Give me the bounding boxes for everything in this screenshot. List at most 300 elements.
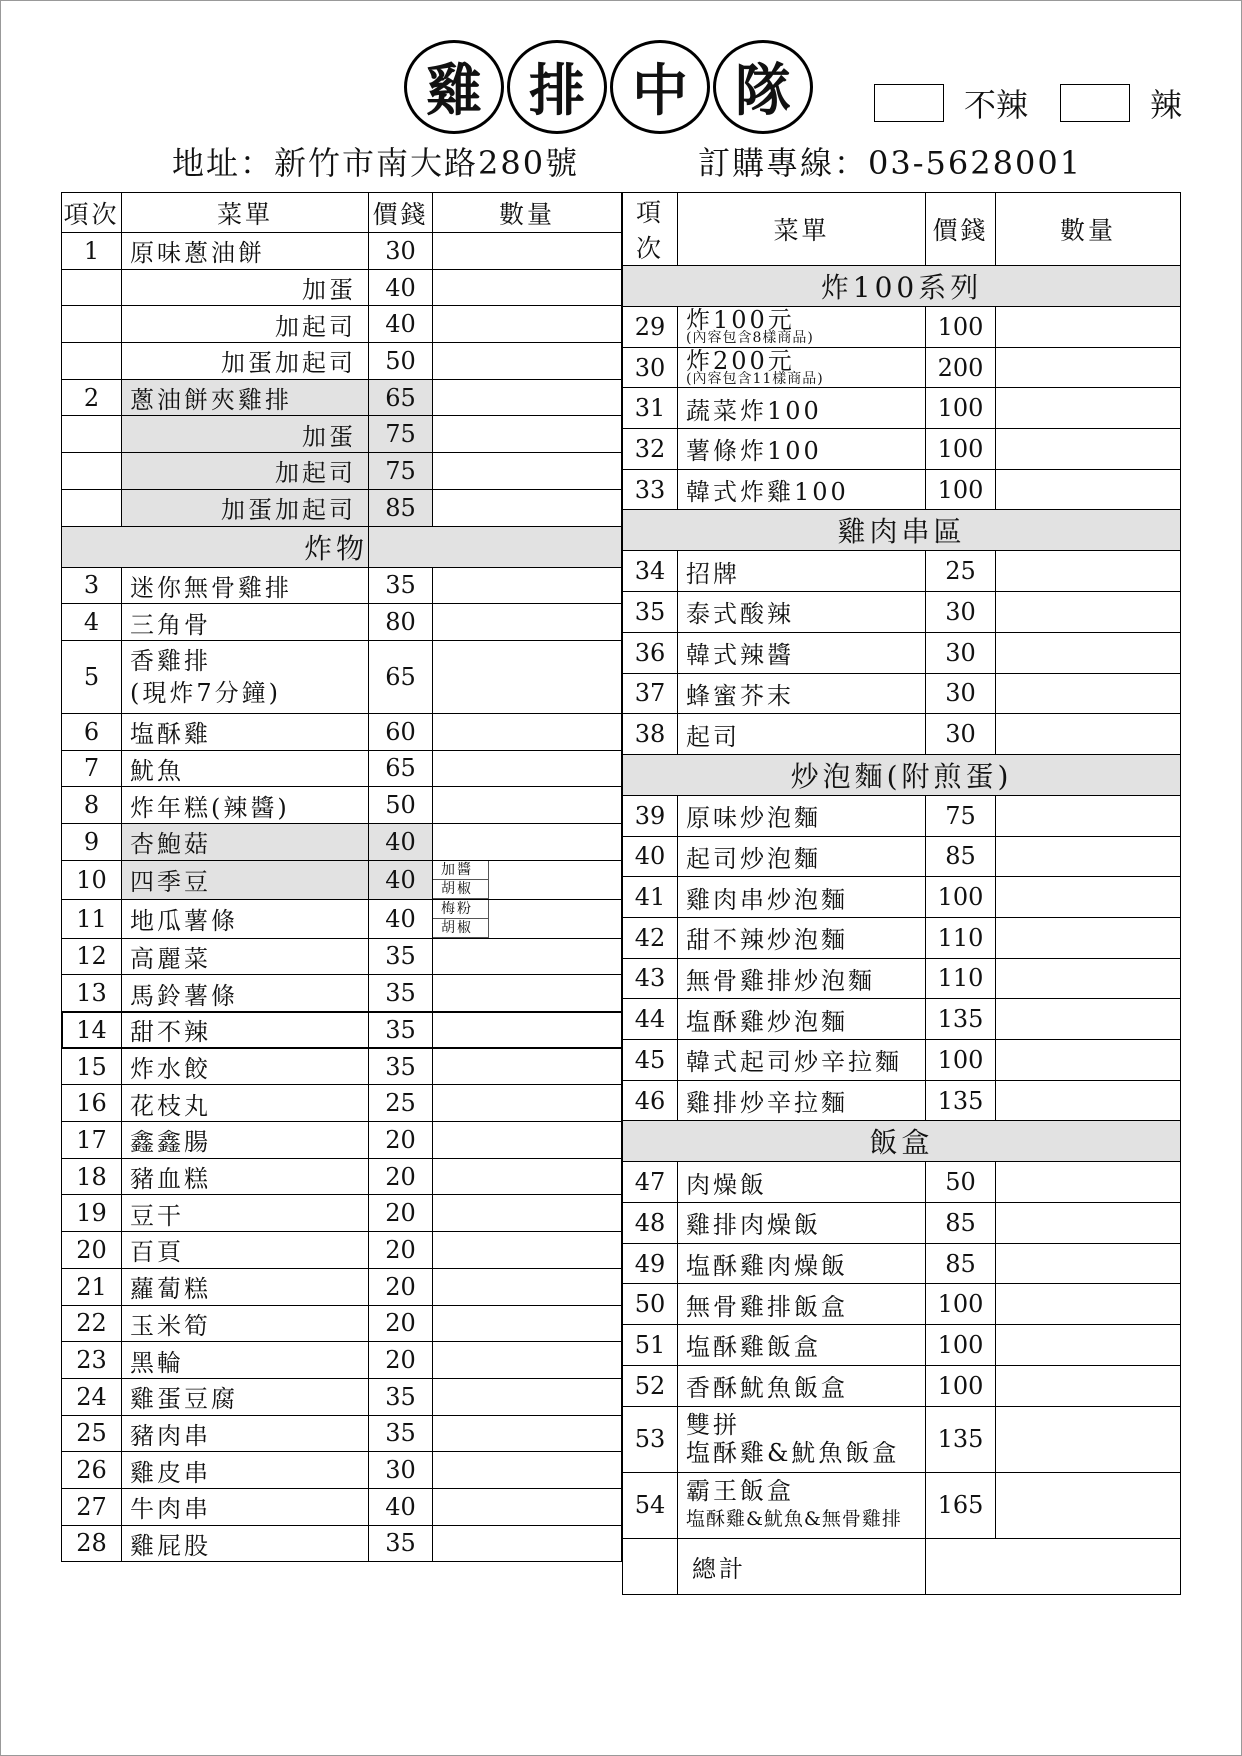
seasoning-option[interactable]: 胡椒 [433,919,489,938]
item-price: 20 [369,1158,433,1195]
item-price: 40 [369,1488,433,1525]
total-value[interactable] [926,1538,1181,1594]
quantity-cell[interactable] [996,1040,1181,1081]
table-row [623,1365,1181,1406]
quantity-cell[interactable] [433,1415,622,1452]
item-number: 44 [623,999,678,1040]
table-row [623,347,1181,388]
table-row [623,429,1181,470]
spice-mild-checkbox[interactable] [874,84,944,122]
table-row [623,1406,1181,1472]
item-price: 20 [369,1305,433,1342]
item-number: 42 [623,917,678,958]
item-price: 30 [926,673,996,714]
item-number: 38 [623,714,678,755]
item-name [122,640,369,713]
table-row [623,388,1181,429]
item-name: 地瓜薯條 [122,899,369,938]
item-price: 20 [369,1342,433,1379]
quantity-cell[interactable] [996,917,1181,958]
item-price: 40 [369,269,433,306]
quantity-cell[interactable] [433,975,622,1012]
quantity-cell[interactable] [996,877,1181,918]
table-row [62,938,622,975]
quantity-cell[interactable] [433,1048,622,1085]
quantity-cell[interactable] [996,999,1181,1040]
table-row [623,632,1181,673]
quantity-cell[interactable] [433,1525,622,1562]
table-row [62,233,622,270]
item-number: 20 [62,1232,122,1269]
item-price: 85 [369,489,433,526]
title-char: 中 [610,40,710,134]
item-price: 40 [369,306,433,343]
table-row [623,551,1181,592]
table-row [623,1284,1181,1325]
quantity-cell[interactable] [433,1452,622,1489]
quantity-cell[interactable] [433,1488,622,1525]
item-number: 6 [62,713,122,750]
header-price: 價錢 [926,193,996,266]
item-price: 20 [369,1232,433,1269]
item-number: 4 [62,604,122,641]
item-name: 百頁 [122,1232,369,1269]
table-row [623,592,1181,633]
item-name: 雞排炒辛拉麵 [678,1080,926,1121]
item-name: 塩酥雞炒泡麵 [678,999,926,1040]
item-number: 13 [62,975,122,1012]
table-row [62,1122,622,1159]
item-price: 200 [926,347,996,388]
item-name: 無骨雞排飯盒 [678,1284,926,1325]
table-row [62,1268,622,1305]
table-row [62,860,622,899]
item-name: 加起司 [122,453,369,490]
item-number: 2 [62,379,122,416]
item-number: 22 [62,1305,122,1342]
item-name: 加蛋加起司 [122,489,369,526]
quantity-cell[interactable] [996,429,1181,470]
section-title: 飯盒 [623,1121,1181,1162]
item-name: 三角骨 [122,604,369,641]
item-price: 30 [369,233,433,270]
table-row [62,604,622,641]
spice-hot-label: 辣 [1150,86,1183,124]
header-menu: 菜單 [122,193,369,233]
item-price: 100 [926,469,996,510]
item-name-line: 雙拼 [686,1411,740,1439]
item-price: 50 [369,343,433,380]
address: 地址：新竹市南大路280號 [172,144,580,182]
quantity-cell[interactable] [433,860,622,899]
quantity-cell[interactable] [996,1284,1181,1325]
item-price: 40 [369,899,433,938]
item-number: 25 [62,1415,122,1452]
table-row [623,1162,1181,1203]
quantity-cell[interactable] [433,899,622,938]
quantity-cell[interactable] [996,836,1181,877]
item-name: 高麗菜 [122,938,369,975]
item-price: 25 [926,551,996,592]
item-name: 薯條炸100 [678,429,926,470]
table-row [623,1243,1181,1284]
quantity-cell[interactable] [433,750,622,787]
quantity-cell[interactable] [433,379,622,416]
item-price: 35 [369,1012,433,1049]
item-name: 豬血糕 [122,1158,369,1195]
table-row [62,1158,622,1195]
item-price: 110 [926,958,996,999]
seasoning-option[interactable]: 加醬 [433,861,489,880]
item-price: 35 [369,1048,433,1085]
item-price: 100 [926,307,996,348]
item-number: 24 [62,1378,122,1415]
table-row [62,1452,622,1489]
table-row [62,453,622,490]
item-price: 30 [369,1452,433,1489]
quantity-cell[interactable] [996,469,1181,510]
quantity-cell[interactable] [996,347,1181,388]
quantity-cell[interactable] [996,1203,1181,1244]
item-name: 泰式酸辣 [678,592,926,633]
header-menu: 菜單 [678,193,926,266]
item-number: 39 [623,795,678,836]
item-contents-note: (內容包含11樣商品) [686,370,824,387]
table-row [62,416,622,453]
item-price: 50 [926,1162,996,1203]
item-price: 165 [926,1472,996,1538]
item-name: 牛肉串 [122,1488,369,1525]
item-price: 30 [926,632,996,673]
item-name: 雞皮串 [122,1452,369,1489]
table-row [623,836,1181,877]
quantity-cell[interactable] [433,787,622,824]
quantity-cell[interactable] [433,823,622,860]
quantity-cell[interactable] [433,713,622,750]
table-row [62,787,622,824]
item-number: 29 [623,307,678,348]
item-number: 37 [623,673,678,714]
item-price: 65 [369,379,433,416]
item-name: 豆干 [122,1195,369,1232]
left-menu-table [61,192,622,1562]
item-number: 46 [623,1080,678,1121]
table-row [62,269,622,306]
quantity-cell[interactable] [996,307,1181,348]
quantity-cell[interactable] [433,1158,622,1195]
item-number: 40 [623,836,678,877]
item-name: 起司 [678,714,926,755]
table-row [62,567,622,604]
item-number [62,453,122,490]
table-row [623,999,1181,1040]
item-name: 黑輪 [122,1342,369,1379]
quantity-cell[interactable] [433,1122,622,1159]
item-number [62,269,122,306]
header-no: 項次 [623,193,678,266]
quantity-cell[interactable] [433,233,622,270]
quantity-cell[interactable] [433,1305,622,1342]
item-price: 110 [926,917,996,958]
total-label: 總計 [678,1538,926,1594]
quantity-cell[interactable] [433,453,622,490]
table-row [62,1232,622,1269]
table-row [62,1012,622,1049]
item-name: 雞蛋豆腐 [122,1378,369,1415]
table-row [623,958,1181,999]
title-char: 雞 [404,40,504,134]
table-row [62,975,622,1012]
item-name: 起司炒泡麵 [678,836,926,877]
quantity-cell[interactable] [996,1472,1181,1538]
item-name: 蔥油餅夾雞排 [122,379,369,416]
item-price: 40 [369,823,433,860]
quantity-cell[interactable] [996,1162,1181,1203]
item-price: 35 [369,975,433,1012]
item-number: 3 [62,567,122,604]
table-row [62,1305,622,1342]
spice-hot-checkbox[interactable] [1060,84,1130,122]
quantity-cell[interactable] [433,938,622,975]
item-price: 20 [369,1195,433,1232]
quantity-cell[interactable] [996,551,1181,592]
quantity-cell[interactable] [433,343,622,380]
item-name: 加起司 [122,306,369,343]
quantity-cell[interactable] [433,306,622,343]
table-row [623,1325,1181,1366]
quantity-cell[interactable] [996,1243,1181,1284]
item-name: 蔬菜炸100 [678,388,926,429]
table-row [62,713,622,750]
item-name-line2: 塩酥雞&魷魚飯盒 [686,1439,900,1467]
section-fill [369,526,622,567]
item-price: 35 [369,1525,433,1562]
item-name: 香酥魷魚飯盒 [678,1365,926,1406]
item-name-line2: 塩酥雞&魷魚&無骨雞排 [686,1508,902,1530]
section-row [62,526,622,567]
table-row [62,1085,622,1122]
item-name-line: 炸200元 [686,347,795,375]
table-row [623,307,1181,348]
item-number: 30 [623,347,678,388]
quantity-cell[interactable] [433,1268,622,1305]
quantity-cell[interactable] [996,795,1181,836]
item-number: 32 [623,429,678,470]
item-number: 47 [623,1162,678,1203]
seasoning-options [433,861,489,899]
item-name-line: 香雞排 [130,646,211,675]
item-number: 5 [62,640,122,713]
item-name-line: 炸100元 [686,306,795,334]
table-row [623,795,1181,836]
table-row [62,379,622,416]
item-name: 韓式起司炒辛拉麵 [678,1040,926,1081]
item-number: 11 [62,899,122,938]
quantity-cell[interactable] [433,1378,622,1415]
item-name: 甜不辣炒泡麵 [678,917,926,958]
item-number: 26 [62,1452,122,1489]
item-price: 135 [926,999,996,1040]
quantity-cell[interactable] [433,567,622,604]
section-title: 雞肉串區 [623,510,1181,551]
item-number: 14 [62,1012,122,1049]
item-number: 51 [623,1325,678,1366]
item-number: 35 [623,592,678,633]
right-menu-table [622,192,1181,1595]
item-name [678,1406,926,1472]
item-price: 50 [369,787,433,824]
item-price: 100 [926,877,996,918]
item-number [62,343,122,380]
item-number: 12 [62,938,122,975]
item-price: 40 [369,860,433,899]
quantity-cell[interactable] [433,640,622,713]
item-number: 19 [62,1195,122,1232]
phone: 訂購專線：03-5628001 [698,144,1083,182]
item-price: 35 [369,938,433,975]
table-row [62,750,622,787]
quantity-cell[interactable] [996,673,1181,714]
item-name: 雞排肉燥飯 [678,1203,926,1244]
section-row [623,510,1181,551]
quantity-cell[interactable] [433,489,622,526]
item-name: 玉米筍 [122,1305,369,1342]
item-number: 18 [62,1158,122,1195]
table-row [62,640,622,713]
table-row [62,343,622,380]
item-price: 35 [369,1415,433,1452]
item-price: 100 [926,429,996,470]
item-price: 100 [926,1040,996,1081]
item-price: 20 [369,1268,433,1305]
seasoning-option[interactable]: 胡椒 [433,880,489,899]
item-name: 炸水餃 [122,1048,369,1085]
item-price: 85 [926,836,996,877]
section-row [623,266,1181,307]
quantity-cell[interactable] [996,632,1181,673]
item-price: 25 [369,1085,433,1122]
item-name-line: 霸王飯盒 [686,1477,794,1505]
header-price: 價錢 [369,193,433,233]
quantity-cell[interactable] [996,592,1181,633]
table-row [623,714,1181,755]
quantity-cell[interactable] [433,1232,622,1269]
shop-title [404,40,813,134]
quantity-cell[interactable] [996,388,1181,429]
item-number: 48 [623,1203,678,1244]
quantity-cell[interactable] [996,1406,1181,1472]
section-title: 炒泡麵(附煎蛋) [623,754,1181,795]
seasoning-options [433,900,489,938]
item-price: 30 [926,714,996,755]
quantity-cell[interactable] [996,958,1181,999]
item-name: 加蛋加起司 [122,343,369,380]
quantity-cell[interactable] [433,1085,622,1122]
table-row [623,1203,1181,1244]
item-price: 20 [369,1122,433,1159]
item-name: 韓式辣醬 [678,632,926,673]
item-number: 45 [623,1040,678,1081]
item-number: 9 [62,823,122,860]
item-name: 杏鮑菇 [122,823,369,860]
item-number: 1 [62,233,122,270]
item-name: 迷你無骨雞排 [122,567,369,604]
quantity-cell[interactable] [996,1080,1181,1121]
item-number: 23 [62,1342,122,1379]
quantity-cell[interactable] [433,416,622,453]
total-blank [623,1538,678,1594]
quantity-cell[interactable] [433,1012,622,1049]
table-row [62,899,622,938]
item-name: 炸年糕(辣醬) [122,787,369,824]
table-row [62,1525,622,1562]
item-price: 65 [369,750,433,787]
quantity-cell[interactable] [433,604,622,641]
table-row [62,489,622,526]
item-price: 100 [926,1284,996,1325]
header-qty: 數量 [996,193,1181,266]
item-name [678,1472,926,1538]
quantity-cell[interactable] [996,714,1181,755]
seasoning-option[interactable]: 梅粉 [433,900,489,919]
item-price: 35 [369,1378,433,1415]
item-price: 100 [926,388,996,429]
item-price: 75 [369,453,433,490]
quantity-cell[interactable] [996,1365,1181,1406]
table-row [623,1080,1181,1121]
title-char: 隊 [713,40,813,134]
item-number: 17 [62,1122,122,1159]
item-number: 27 [62,1488,122,1525]
item-number: 41 [623,877,678,918]
item-name: 韓式炸雞100 [678,469,926,510]
item-number: 53 [623,1406,678,1472]
quantity-cell[interactable] [433,1342,622,1379]
item-price: 75 [369,416,433,453]
table-row [62,823,622,860]
table-row [62,1048,622,1085]
quantity-cell[interactable] [996,1325,1181,1366]
item-name: 肉燥飯 [678,1162,926,1203]
item-name: 魷魚 [122,750,369,787]
table-row [623,877,1181,918]
item-price: 60 [369,713,433,750]
item-price: 30 [926,592,996,633]
item-number: 15 [62,1048,122,1085]
item-price: 135 [926,1406,996,1472]
item-name-line2: (現炸7分鐘) [130,678,281,707]
item-number: 10 [62,860,122,899]
table-row [62,1195,622,1232]
item-name: 蘿蔔糕 [122,1268,369,1305]
item-number: 50 [623,1284,678,1325]
item-number: 31 [623,388,678,429]
item-name: 塩酥雞肉燥飯 [678,1243,926,1284]
table-row [623,1472,1181,1538]
quantity-cell[interactable] [433,269,622,306]
section-row [623,754,1181,795]
table-row [623,673,1181,714]
spice-mild-option [874,80,1028,126]
item-name: 雞肉串炒泡麵 [678,877,926,918]
item-name [678,347,926,388]
item-number: 21 [62,1268,122,1305]
header-qty: 數量 [433,193,622,233]
table-row [62,1378,622,1415]
item-name: 塩酥雞 [122,713,369,750]
quantity-cell[interactable] [433,1195,622,1232]
item-number: 49 [623,1243,678,1284]
